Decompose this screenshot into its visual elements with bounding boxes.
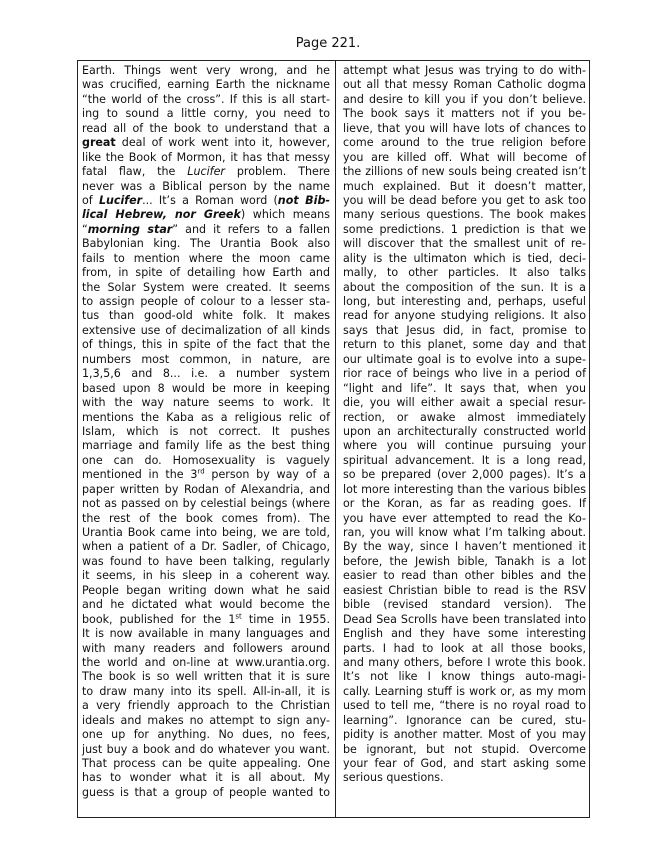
text-line: extensive use of decimalization of all kinds [82, 323, 330, 337]
text-line: has to wonder what it is all about. My [82, 771, 330, 785]
text-line: from, in spite of detailing how Earth and [82, 266, 330, 280]
text-line: be ignorant, but not stupid. Overcome [343, 742, 586, 756]
text-line: so be prepared (over 2,000 pages). It’s a [343, 468, 586, 482]
text-line: mally, to other particles. It also talks [343, 266, 586, 280]
text-line [82, 136, 330, 150]
text-line: one up for anything. No dues, no fees, [82, 728, 330, 742]
text-line: numbers most common, in nature, are [82, 352, 330, 366]
text-segment: “ [82, 222, 88, 236]
text-line: was crucified, earning Earth the nickname [82, 78, 330, 92]
text-line: The book is so well written that it is sure [82, 670, 330, 684]
text-line: a very friendly approach to the Christian [82, 699, 330, 713]
text-line: about the composition of the sun. It is a [343, 280, 586, 294]
text-line: when a patient of a Dr. Sadler, of Chicago, [82, 540, 330, 554]
text-line: with many readers and followers around [82, 641, 330, 655]
text-line: and he dictated what would become the [82, 598, 330, 612]
text-line: It is now available in many languages and [82, 627, 330, 641]
text-segment: st [235, 611, 242, 620]
text-line: just buy a book and do whatever you want. [82, 742, 330, 756]
text-line: That process can be quite appealing. One [82, 757, 330, 770]
text-line: cally. Learning stuff is work or, as my mom [343, 684, 586, 698]
text-line: serious questions. [343, 771, 444, 785]
text-segment: rd [197, 467, 205, 476]
text-segment: deal of work went into it, however, [115, 136, 330, 150]
text-line: It’s not like I know things auto-magi- [343, 670, 586, 684]
text-line: paper written by Rodan of Alexandria, and [82, 482, 330, 496]
text-line: lieve, that you will have lots of chances to [343, 121, 586, 135]
text-line: English and they have some interesting [343, 627, 586, 641]
text-segment: Lucifer [187, 165, 225, 179]
text-line: Babylonian king. The Urantia Book also [82, 237, 330, 251]
text-line: read for anyone studying religions. It also [343, 309, 586, 323]
text-line: to draw many into its spell. All-in-all, it is [82, 684, 330, 698]
text-line: “the world of the cross”. If this is all start- [82, 92, 330, 106]
text-line: you have ever attempted to read the Ko- [343, 511, 586, 525]
text-line: ing to sound a little corny, you need to [82, 107, 330, 121]
text-line: and many others, before I wrote this book. [343, 655, 586, 669]
text-line: many serious questions. The book makes [343, 208, 586, 222]
text-line [82, 613, 330, 627]
text-segment: person by way of a [204, 468, 330, 482]
text-line: rection, or awake almost immediately [343, 410, 586, 424]
text-line: before, the Jewish bible, Tanakh is a lot [343, 554, 586, 568]
text-line: Urantia Book came into being, we are told, [82, 526, 330, 539]
text-line [82, 194, 330, 208]
text-line: rior race of beings who live in a period of [343, 367, 586, 381]
text-segment: problem. There [224, 165, 331, 179]
text-line: upon an architecturally constructed world [343, 424, 586, 438]
text-line [82, 208, 330, 222]
text-line: ality is the ultimaton which is tied, deci- [343, 251, 586, 265]
text-line: with the way nature seems to work. It [82, 396, 330, 410]
text-line: you will be dead before you get to ask too [343, 193, 586, 207]
text-segment: morning star [87, 222, 173, 236]
text-segment: ” and it refers to a fallen [172, 222, 330, 236]
text-line: bible (revised standard version). The [343, 598, 586, 612]
text-segment: ) which means [240, 208, 330, 222]
text-line [82, 468, 330, 482]
text-line: fails to mention where the moon came [82, 251, 330, 265]
text-line: to assign people of colour to a lesser sta- [82, 295, 330, 308]
text-line: come around to the true religion before [343, 136, 586, 150]
text-segment: Lucifer [98, 193, 143, 207]
text-line: our ultimate goal is to evolve into a supe- [343, 352, 586, 366]
text-line: By the way, since I haven’t mentioned it [343, 540, 586, 554]
text-segment: book, published for the 1 [82, 612, 236, 626]
left-column [82, 64, 330, 800]
text-line: ideals and makes no attempt to sign any- [82, 713, 330, 727]
text-line: used to tell me, “there is no royal road to [343, 699, 586, 713]
text-line: of things, this in spite of the fact that the [82, 338, 330, 352]
text-line: marriage and family life as the best thing [82, 439, 330, 453]
text-line: easiest Christian bible to read is the RSV [343, 583, 586, 597]
text-line: the Solar System were created. It seems [82, 280, 330, 294]
page-title: Page 221. [295, 36, 361, 51]
text-line: not as passed on by celestial beings (where [82, 497, 330, 511]
text-line: spiritual advancement. It is a long read, [343, 453, 586, 467]
text-line: guess is that a group of people wanted to [82, 785, 330, 799]
text-line: your fear of God, and start asking some [343, 757, 586, 770]
text-line: attempt what Jesus was trying to do with- [343, 64, 586, 77]
text-line: much explained. But it doesn’t matter, [343, 179, 586, 193]
text-line [82, 165, 330, 179]
text-line: read all of the book to understand that a [82, 121, 330, 135]
text-line: where you will continue pursuing your [343, 439, 586, 453]
text-line: pidity is another matter. Most of you may [343, 728, 586, 742]
text-segment: fatal flaw, the [82, 165, 188, 179]
right-column [343, 64, 586, 786]
text-line: The book says it matters not if you be- [343, 107, 586, 121]
text-line: based upon 8 would be more in keeping [82, 381, 330, 395]
text-line: says that Jesus did, in fact, promise to [343, 323, 586, 337]
text-line: it seems, in his sleep in a coherent way. [82, 569, 330, 583]
text-line: never was a Biblical person by the name [82, 179, 330, 193]
text-line: will discover that the smallest unit of re- [343, 237, 586, 251]
text-line: “light and life”. It says that, when you [343, 381, 586, 395]
text-table [77, 60, 590, 818]
text-segment: lical Hebrew, nor Greek [82, 208, 241, 222]
text-line: die, you will either await a special resur- [343, 396, 586, 410]
text-line: Islam, which is not correct. It pushes [82, 424, 330, 438]
text-line: learning”. Ignorance can be cured, stu- [343, 713, 586, 727]
text-line: 1,3,5,6 and 8... i.e. a number system [82, 367, 330, 381]
text-segment: not Bib- [277, 193, 330, 207]
text-line: the zillions of new souls being created isn’t [343, 165, 586, 179]
text-segment: of [82, 193, 99, 207]
text-line: the rest of the book comes from). The [82, 511, 330, 525]
text-line: ran, you will know what I’m talking about. [343, 526, 586, 539]
text-line: out all that messy Roman Catholic dogma [343, 78, 586, 92]
text-segment: great [82, 136, 116, 150]
text-line: like the Book of Mormon, it has that messy [82, 150, 330, 164]
text-line: the world and on-line at www.urantia.org. [82, 655, 330, 669]
text-line: long, but interesting and, perhaps, useful [343, 295, 586, 308]
text-segment: ... It’s a Roman word ( [142, 193, 278, 207]
column-divider [335, 61, 336, 817]
text-line: was found to have been talking, regularly [82, 554, 330, 568]
text-line: return to this planet, some day and that [343, 338, 586, 352]
text-line: one can do. Homosexuality is vaguely [82, 453, 330, 467]
text-line: and desire to kill you if you don’t believe. [343, 92, 586, 106]
text-line [82, 223, 330, 237]
text-line: some predictions. 1 prediction is that we [343, 222, 586, 236]
text-line: Earth. Things went very wrong, and he [82, 64, 330, 77]
text-line: Dead Sea Scrolls have been translated into [343, 612, 586, 626]
text-line: People began writing down what he said [82, 583, 330, 597]
text-segment: time in 1955. [241, 612, 330, 626]
text-line: parts. I had to look at all those books, [343, 641, 586, 655]
text-line: lot more interesting than the various bibles [343, 482, 586, 496]
text-line: you are killed off. What will become of [343, 150, 586, 164]
text-line: easier to read than other bibles and the [343, 569, 586, 583]
text-line: mentions the Kaba as a religious relic of [82, 410, 330, 424]
text-line: or the Koran, as far as reading goes. If [343, 497, 586, 511]
text-segment: mentioned in the 3 [82, 468, 198, 482]
text-line: tus than good-old white folk. It makes [82, 309, 330, 323]
